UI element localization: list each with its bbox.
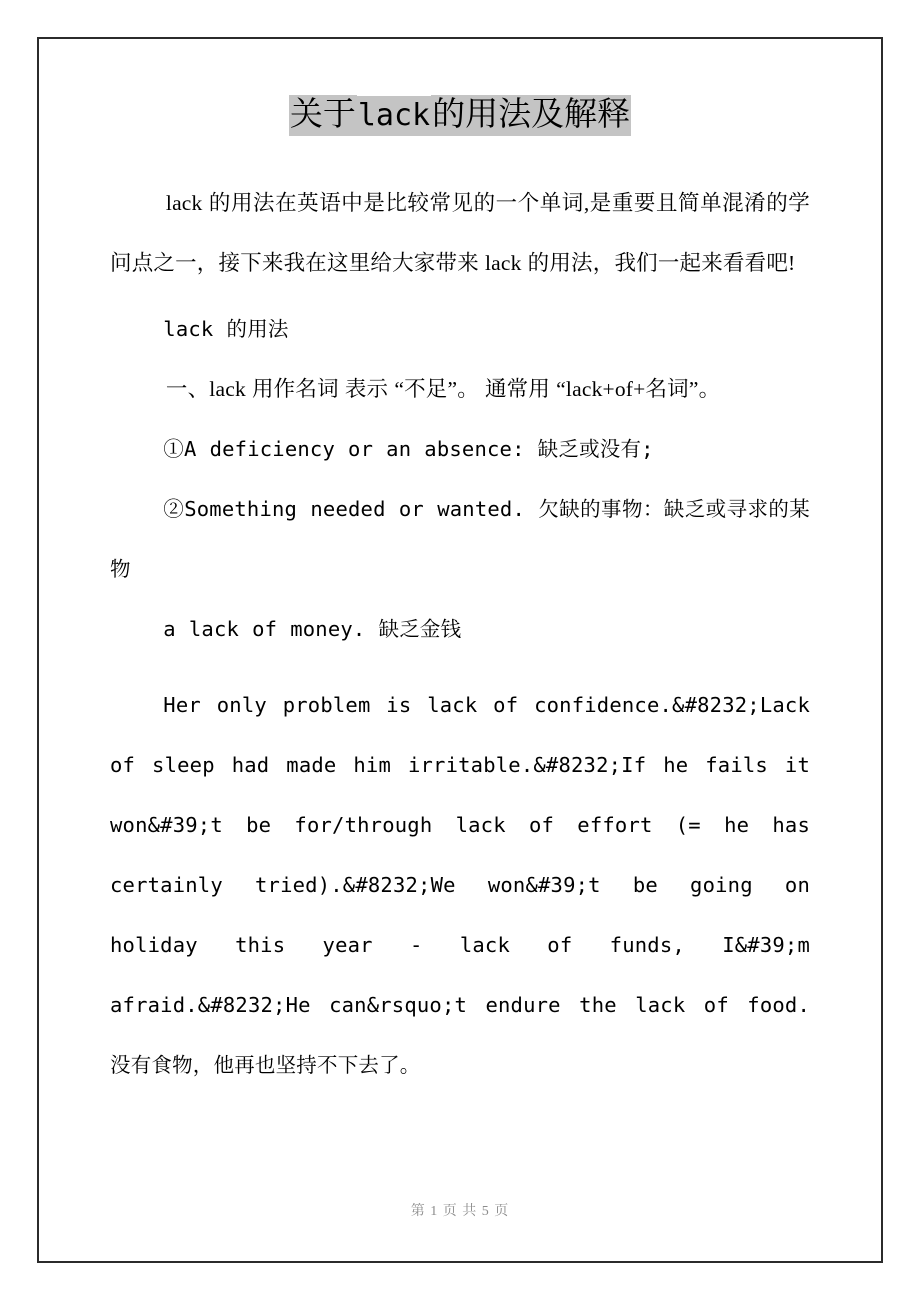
paragraph-examples-block: Her only problem is lack of confidence.&#8232;Lack of sleep had made him irritable.&#8232;If he fails it won&#39;t be for/through lack of effort (= he has certainly tried).&#8232;We won&#39;t be going on holiday this year - lack of funds, I&#39;m afraid.&#8232;He can&rsquo;t endure the lack of food. 没有食物，他再也坚持不下去了。 [110, 693, 810, 1077]
spacer [110, 659, 810, 675]
paragraph-section-one: 一、lack 用作名词 表示 “不足”。 通常用 “lack+of+名词”。 [165, 377, 721, 401]
document-content [110, 92, 810, 1095]
paragraph-item-1: ①A deficiency or an absence: 缺乏或没有; [163, 437, 654, 461]
title-segment-suffix: 的用法及解释 [431, 95, 631, 136]
paragraph-intro: lack 的用法在英语中是比较常见的一个单词,是重要且简单混淆的学问点之一，接下来我在这里给大家带来 lack 的用法，我们一起来看看吧! [110, 191, 810, 275]
title-segment-keyword: lack [357, 96, 431, 136]
paragraph-example-money: a lack of money. 缺乏金钱 [163, 617, 462, 641]
title-segment-prefix: 关于 [289, 95, 357, 136]
paragraph-heading-usage: lack 的用法 [163, 317, 289, 341]
paragraph-item-2: ②Something needed or wanted. 欠缺的事物：缺乏或寻求的某物 [110, 497, 810, 581]
page-footer: 第 1 页 共 5 页 [410, 1204, 510, 1219]
page-title [110, 92, 810, 139]
